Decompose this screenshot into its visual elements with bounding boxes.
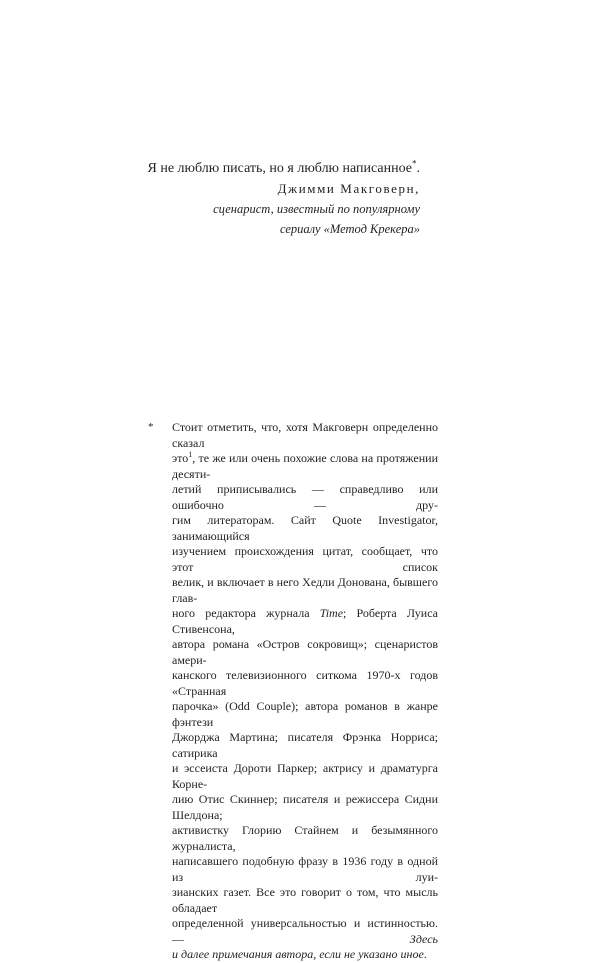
footnote-text: .: [423, 947, 427, 961]
footnote-line: активистку Глорию Стайнем и безымянного журналиста,: [172, 823, 438, 853]
footnote-superscript: 1: [188, 450, 193, 459]
footnote-italic-text: и далее примечания автора, если не указано иное: [172, 947, 424, 961]
footnote-text: ного редактора журнала: [172, 606, 320, 620]
footnote-text: , те же или очень похожие слова на протяжении десяти-: [172, 451, 438, 481]
footnote-line: Стоит отметить, что, хотя Макговерн определенно сказал: [172, 420, 438, 450]
footnote-text: определенной универсальностью и истинностью. —: [172, 916, 438, 946]
footnote-reference: *: [412, 158, 417, 169]
epigraph-author: Джимми Макговерн,: [277, 181, 420, 196]
footnote-line: велик, и включает в него Хедли Донована, бывшего глав-: [172, 575, 438, 605]
footnote-line: канского телевизионного ситкома 1970-х годов «Странная: [172, 668, 438, 698]
footnote-line: написавшего подобную фразу в 1936 году в одной из луи-: [172, 854, 438, 884]
epigraph: [120, 158, 420, 239]
quote-period: .: [416, 161, 420, 176]
epigraph-quote: [120, 158, 420, 179]
footnote-line: и эссеиста Дороти Паркер; актрису и драматурга Корне-: [172, 761, 438, 791]
footnote-line: лию Отис Скиннер; писателя и режиссера Сидни Шелдона;: [172, 792, 438, 822]
footnote-line: парочка» (Odd Couple); автора романов в жанре фэнтези: [172, 699, 438, 729]
footnote-line: изучением происхождения цитат, сообщает, что этот список: [172, 544, 438, 574]
footnote-line: летий приписывались — справедливо или ошибочно — дру-: [172, 482, 438, 512]
footnote-italic-text: Здесь: [409, 931, 438, 946]
footnote-line: [172, 451, 438, 482]
epigraph-author-role: сценарист, известный по популярному: [213, 202, 420, 216]
footnote-text: ; Роберта Луиса Стивенсона,: [172, 606, 438, 636]
footnote-line: автора романа «Остров сокровищ»; сценаристов амери-: [172, 637, 438, 667]
footnote-body: [172, 420, 438, 963]
footnote-text: это: [172, 451, 189, 465]
epigraph-author-show: сериалу «Метод Крекера»: [279, 222, 420, 236]
footnote-italic-text: Time: [319, 606, 344, 620]
footnote-marker: *: [148, 421, 154, 433]
footnote-line: зианских газет. Все это говорит о том, что мысль обладает: [172, 885, 438, 915]
footnote-line: гим литераторам. Сайт Quote Investigator, занимающийся: [172, 513, 438, 543]
quote-text: Я не люблю писать, но я люблю написанное: [147, 161, 412, 176]
footnote-line: Джорджа Мартина; писателя Фрэнка Норриса; сатирика: [172, 730, 438, 760]
footnote-line: [172, 606, 438, 637]
footnote-line: [172, 916, 438, 947]
footnote: [148, 420, 438, 963]
footnote-line: [172, 947, 438, 963]
